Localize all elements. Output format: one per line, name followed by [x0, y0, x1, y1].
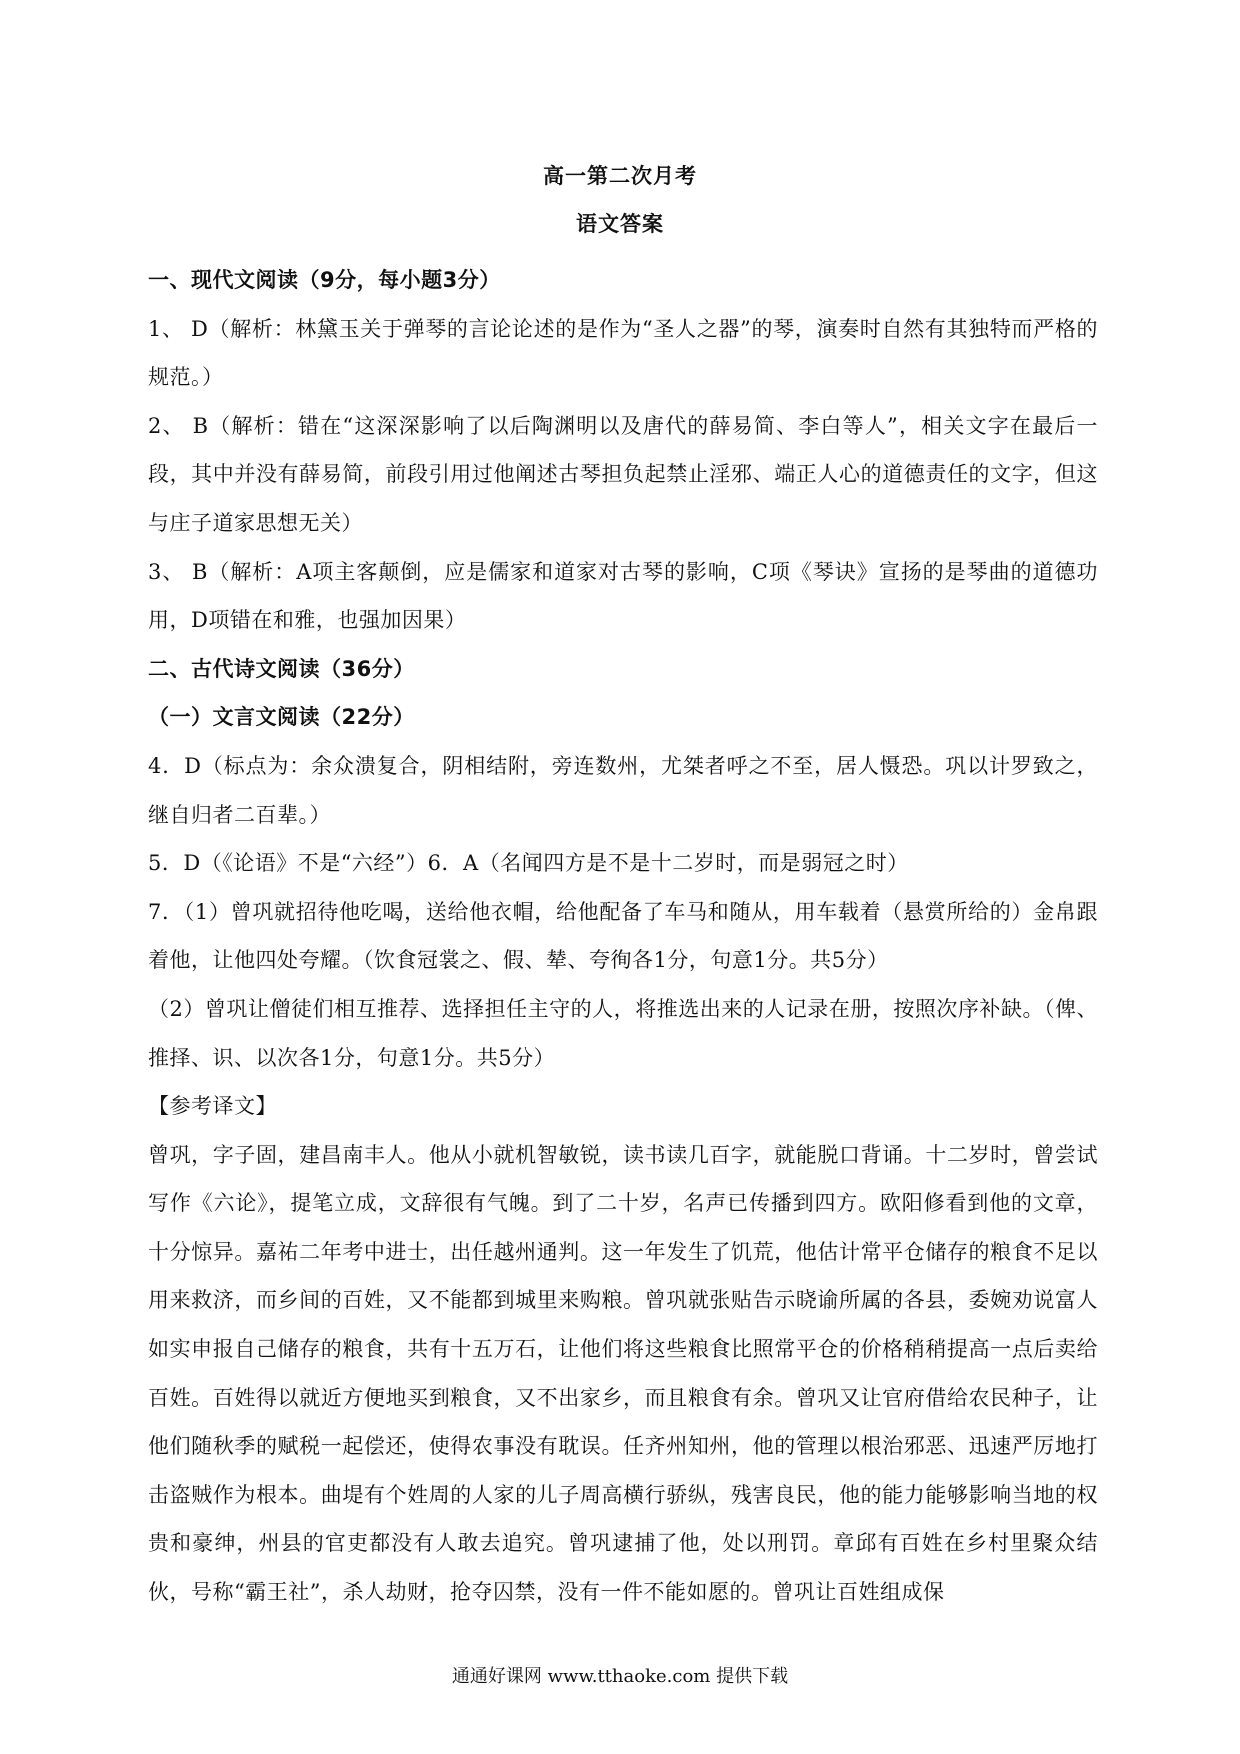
answer-q5-q6: 5．D（《论语》不是“六经”）6．A（名闻四方是不是十二岁时，而是弱冠之时） [148, 851, 909, 876]
document-body [148, 256, 1098, 1617]
answer-q1: 1、 D（解析：林黛玉关于弹琴的言论论述的是作为“圣人之器”的琴，演奏时自然有其独特而严格的规范。） [148, 316, 1098, 390]
section-heading-modern-reading: 一、现代文阅读（9分，每小题3分） [148, 268, 501, 292]
answer-q3: 3、 B（解析：A项主客颠倒，应是儒家和道家对古琴的影响，C项《琴诀》宣扬的是琴曲的道德功用，D项错在和雅，也强加因果） [148, 559, 1098, 633]
subsection-heading-classical-prose: （一）文言文阅读（22分） [148, 705, 415, 730]
page-footer: 通通好课网 www.tthaoke.com 提供下载 [451, 1666, 789, 1687]
reference-translation-text: 曾巩，字子固，建昌南丰人。他从小就机智敏锐，读书读几百字，就能脱口背诵。十二岁时，曾尝试写作《六论》，提笔立成，文辞很有气魄。到了二十岁，名声已传播到四方。欧阳修看到他的文章，十分惊异。嘉祐二年考中进士，出任越州通判。这一年发生了饥荒，他估计常平仓储存的粮食不足以用来救济，而乡间的百姓，又不能都到城里来购粮。曾巩就张贴告示晓谕所属的各县，委婉劝说富人如实申报自己储存的粮食，共有十五万石，让他们将这些粮食比照常平仓的价格稍稍提高一点后卖给百姓。百姓得以就近方便地买到粮食，又不出家乡，而且粮食有余。曾巩又让官府借给农民种子，让他们随秋季的赋税一起偿还，使得农事没有耽误。任齐州知州，他的管理以根治邪恶、迅速严厉地打击盗贼作为根本。曲堤有个姓周的人家的儿子周高横行骄纵，残害良民，他的能力能够影响当地的权贵和豪绅，州县的官吏都没有人敢去追究。曾巩逮捕了他，处以刑罚。章邱有百姓在乡村里聚众结伙，号称“霸王社”，杀人劫财，抢夺囚禁，没有一件不能如愿的。曾巩让百姓组成保 [148, 1142, 1098, 1605]
section-heading-classical-reading: 二、古代诗文阅读（36分） [148, 656, 415, 681]
answer-q2: 2、 B（解析：错在“这深深影响了以后陶渊明以及唐代的薛易简、李白等人”，相关文字在最后一段，其中并没有薛易简，前段引用过他阐述古琴担负起禁止淫邪、端正人心的道德责任的文字，但这与庄子道家思想无关） [148, 413, 1098, 535]
answer-q7-part1: 7．（1）曾巩就招待他吃喝，送给他衣帽，给他配备了车马和随从，用车载着（悬赏所给的）金帛跟着他，让他四处夸耀。（饮食冠裳之、假、辇、夸徇各1分，句意1分。共5分） [148, 899, 1098, 973]
page-subtitle: 语文答案 [576, 212, 664, 236]
reference-translation-heading: 【参考译文】 [148, 1094, 277, 1119]
answer-q7-part2: （2）曾巩让僧徒们相互推荐、选择担任主守的人，将推选出来的人记录在册，按照次序补缺。（俾、推择、识、以次各1分，句意1分。共5分） [148, 996, 1098, 1070]
page-title: 高一第二次月考 [543, 164, 697, 188]
answer-q4: 4．D（标点为：余众溃复合，阴相结附，旁连数州，尤桀者呼之不至，居人慑恐。巩以计罗致之，继自归者二百辈。） [148, 753, 1098, 827]
